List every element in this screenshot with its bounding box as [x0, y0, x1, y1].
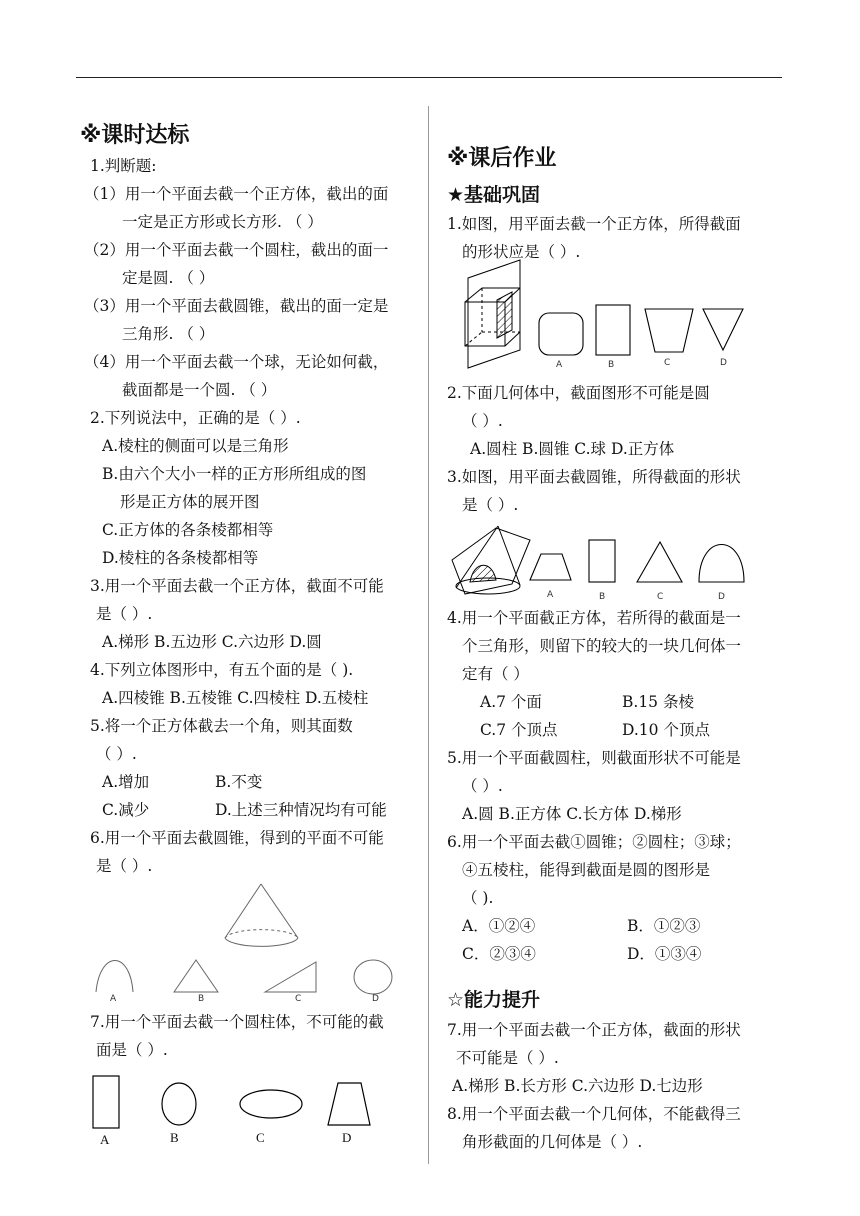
q7-label-c: C [256, 1130, 265, 1145]
r-q6-option-d: D．①③④ [627, 945, 702, 963]
q7-label-d: D [342, 1130, 352, 1145]
q1-4-text-cont: 截面都是一个圆. （ ） [122, 381, 277, 399]
r-q4-option-d: D.10 个顶点 [622, 721, 710, 739]
r-q5-text-cont: （ ）. [462, 777, 503, 795]
r-q3-label-d: D [718, 592, 725, 602]
q2-option-a: A.棱柱的侧面可以是三角形 [102, 437, 289, 455]
q1-1-text-cont: 一定是正方形或长方形. （ ） [122, 213, 323, 231]
r-q2-options: A.圆柱 B.圆锥 C.球 D.正方体 [470, 440, 675, 458]
r-q3-shape-b-rectangle [589, 540, 615, 582]
q6-label-b: B [198, 994, 205, 1004]
q1-heading: 1.判断题: [90, 157, 157, 175]
q5-text: 5.将一个正方体截去一个角，则其面数 [90, 717, 353, 735]
q2-text: 2.下列说法中，正确的是（ ）. [90, 409, 301, 427]
q3-text-cont: 是（ ）. [96, 605, 153, 623]
r-q6-option-a: A．①②④ [462, 917, 536, 935]
q1-2-text: （2）用一个平面去截一个圆柱，截出的面一 [84, 241, 389, 259]
q1-3-text: （3）用一个平面去截圆锥，截出的面一定是 [84, 297, 389, 315]
r-q8-text: 8.用一个平面去截一个几何体，不能截得三 [447, 1105, 741, 1123]
r-q4-option-a: A.7 个面 [480, 693, 542, 711]
r-q4-option-b: B.15 条棱 [622, 693, 694, 711]
q4-text: 4.下列立体图形中，有五个面的是（ ). [90, 661, 354, 679]
section-title-homework: ※课后作业 [447, 146, 557, 171]
r-q4-text: 4.用一个平面截正方体，若所得的截面是一 [447, 609, 741, 627]
r-q3-text-cont: 是（ ）. [462, 496, 519, 514]
q6-label-c: C [295, 994, 302, 1004]
q4-options: A.四棱锥 B.五棱锥 C.四棱柱 D.五棱柱 [102, 689, 369, 707]
r-q1-text: 1.如图，用平面去截一个正方体，所得截面 [447, 215, 741, 233]
r-q7-options: A.梯形 B.长方形 C.六边形 D.七边形 [452, 1077, 703, 1095]
q7-text: 7.用一个平面去截一个圆柱体，不可能的截 [90, 1013, 384, 1031]
r-q7-text: 7.用一个平面去截一个正方体，截面的形状 [447, 1021, 741, 1039]
r-q4-text-cont2: 定有（ ） [462, 665, 529, 683]
r-q6-option-b: B．①②③ [627, 917, 701, 935]
r-q6-option-c: C．②③④ [462, 945, 536, 963]
subsection-advanced: ☆能力提升 [447, 989, 541, 1011]
q3-text: 3.用一个平面去截一个正方体，截面不可能 [90, 577, 384, 595]
r-q3-shape-a-trapezoid [530, 554, 571, 580]
r-q2-text-cont: （ ）. [462, 412, 503, 430]
q3-options: A.梯形 B.五边形 C.六边形 D.圆 [102, 633, 322, 651]
r-q3-shape-d-arch [699, 545, 744, 583]
q6-text: 6.用一个平面去截圆锥，得到的平面不可能 [90, 829, 384, 847]
r-q3-label-a: A [547, 590, 554, 600]
r-q4-text-cont1: 个三角形，则留下的较大的一块几何体一 [462, 637, 742, 655]
q1-1-text: （1）用一个平面去截一个正方体，截出的面 [84, 185, 389, 203]
q2-option-d: D.棱柱的各条棱都相等 [102, 549, 259, 567]
q6-text-cont: 是（ ）. [96, 857, 153, 875]
r-q6-text: 6.用一个平面去截①圆锥；②圆柱；③球； [447, 833, 741, 851]
r-q1-text-cont: 的形状应是（ ）. [462, 243, 581, 261]
r-q3-shape-c-triangle [637, 542, 682, 582]
q1-3-text-cont: 三角形. （ ） [122, 325, 215, 343]
q1-2-text-cont: 定是圆. （ ） [122, 269, 215, 287]
r-q1-label-b: B [608, 360, 615, 370]
cone-with-plane [452, 526, 530, 594]
q1-4-text: （4）用一个平面去截一个球，无论如何截， [84, 353, 389, 371]
r-q7-text-cont: 不可能是（ ）. [456, 1049, 559, 1067]
section-title-class-goals: ※课时达标 [80, 123, 190, 148]
q7-label-b: B [170, 1130, 179, 1145]
r-q6-text-cont2: （ ). [462, 889, 494, 907]
q6-label-d: D [372, 994, 379, 1004]
q2-option-c: C.正方体的各条棱都相等 [102, 521, 274, 539]
q7-text-cont: 面是（ ）. [96, 1041, 168, 1059]
r-q6-text-cont1: ④五棱柱，能得到截面是圆的图形是 [462, 861, 711, 879]
r-q3-label-b: B [599, 592, 606, 602]
r-q1-label-a: A [556, 360, 563, 370]
q2-option-b: B.由六个大小一样的正方形所组成的图 [102, 465, 367, 483]
q7-label-a: A [100, 1132, 110, 1147]
subsection-basic: ★基础巩固 [447, 184, 541, 206]
r-q1-label-d: D [720, 358, 727, 368]
q5-option-c: C.减少 [102, 801, 150, 819]
r-q1-label-c: C [664, 358, 671, 368]
q5-option-b: B.不变 [215, 773, 263, 791]
q2-option-b-cont: 形是正方体的展开图 [120, 493, 260, 511]
r-q3-text: 3.如图，用平面去截圆锥，所得截面的形状 [447, 468, 741, 486]
r-q8-text-cont: 角形截面的几何体是（ ）. [462, 1133, 643, 1151]
q6-label-a: A [110, 994, 117, 1004]
r-q5-options: A.圆 B.正方体 C.长方体 D.梯形 [462, 805, 682, 823]
r-q3-label-c: C [657, 592, 664, 602]
r-q5-text: 5.用一个平面截圆柱，则截面形状不可能是 [447, 749, 741, 767]
q5-text-cont: （ ）. [96, 745, 137, 763]
r-q4-option-c: C.7 个顶点 [480, 721, 558, 739]
q5-option-a: A.增加 [102, 773, 150, 791]
r-q2-text: 2.下面几何体中，截面图形不可能是圆 [447, 384, 710, 402]
q5-option-d: D.上述三种情况均有可能 [215, 801, 387, 819]
